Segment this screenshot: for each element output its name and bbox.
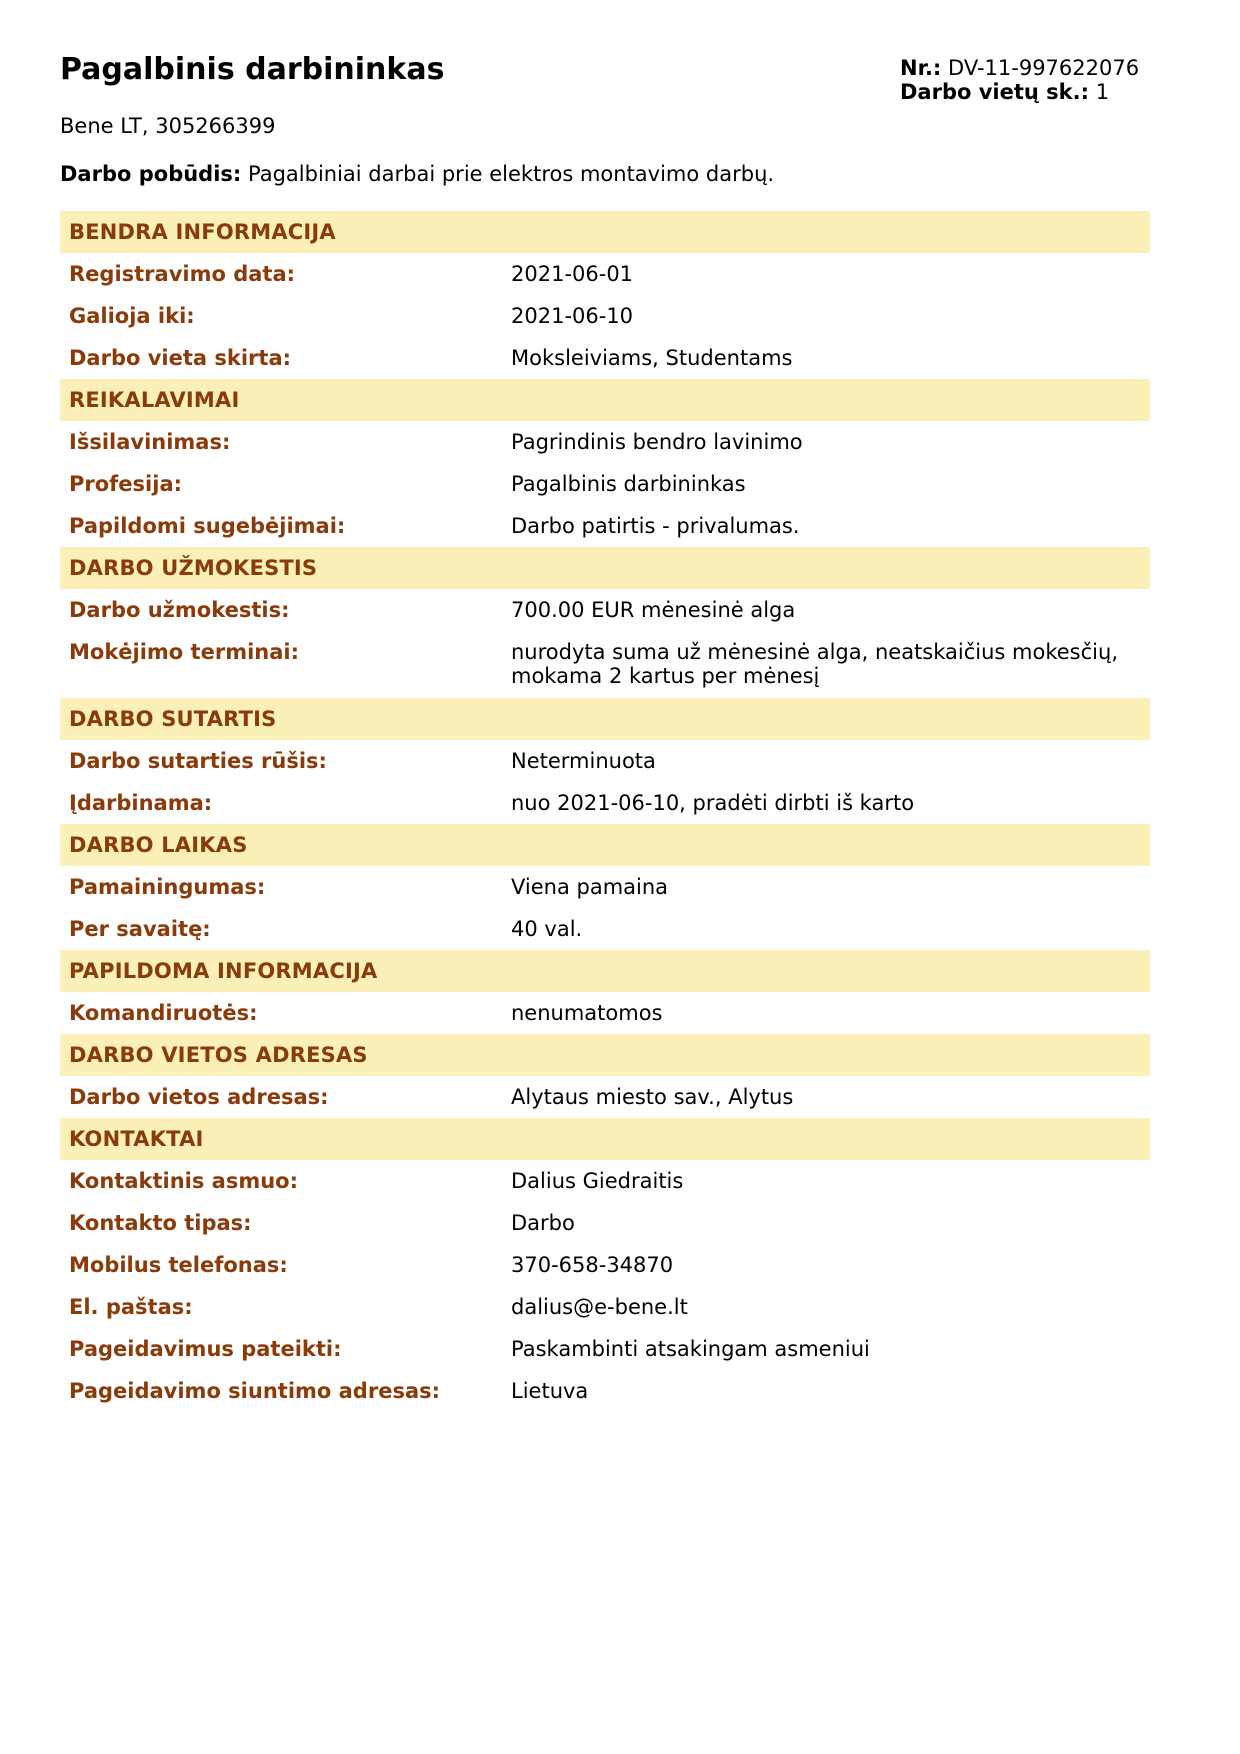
field-label: Pamainingumas: [69,875,266,899]
job-places-label: Darbo vietų sk.: [900,80,1089,104]
field-label: Mokėjimo terminai: [69,640,299,664]
field-label: El. paštas: [69,1295,193,1319]
field-label: Pageidavimus pateikti: [69,1337,342,1361]
job-nature [60,162,774,186]
table-row [60,631,1150,698]
field-label: Darbo vietos adresas: [69,1085,329,1109]
field-value: Pagrindinis bendro lavinimo [511,430,803,454]
table-row [60,337,1150,379]
posting-meta [900,56,1139,104]
section-header: DARBO LAIKAS [60,824,1150,866]
field-label: Mobilus telefonas: [69,1253,288,1277]
field-label: Papildomi sugebėjimai: [69,514,346,538]
job-nature-value: Pagalbiniai darbai prie elektros montavimo darbų. [248,162,775,186]
field-value: 40 val. [511,917,583,941]
field-label: Kontakto tipas: [69,1211,252,1235]
field-value: Dalius Giedraitis [511,1169,684,1193]
field-label: Galioja iki: [69,304,195,328]
table-row [60,1244,1150,1286]
table-row [60,908,1150,950]
section-header: BENDRA INFORMACIJA [60,211,1150,253]
table-row [60,421,1150,463]
table-row [60,1286,1150,1328]
field-label: Įdarbinama: [69,791,213,815]
field-value: Lietuva [511,1379,589,1403]
section-header: PAPILDOMA INFORMACIJA [60,950,1150,992]
section-header: DARBO VIETOS ADRESAS [60,1034,1150,1076]
field-value: 2021-06-10 [511,304,634,328]
field-value: Viena pamaina [511,875,669,899]
table-row [60,253,1150,295]
section-header: REIKALAVIMAI [60,379,1150,421]
table-row [60,866,1150,908]
table-row [60,505,1150,547]
field-value: Paskambinti atsakingam asmeniui [511,1337,870,1361]
field-label: Per savaitę: [69,917,211,941]
field-label: Registravimo data: [69,262,296,286]
table-row [60,1202,1150,1244]
field-value: Darbo [511,1211,575,1235]
field-value: nenumatomos [511,1001,663,1025]
field-value: 2021-06-01 [511,262,634,286]
section-header: KONTAKTAI [60,1118,1150,1160]
posting-number [900,56,1139,80]
field-value: Darbo patirtis - privalumas. [511,514,800,538]
field-value: Neterminuota [511,749,656,773]
posting-number-label: Nr.: [900,56,942,80]
table-row [60,1160,1150,1202]
job-nature-label: Darbo pobūdis: [60,162,242,186]
section-header: DARBO UŽMOKESTIS [60,547,1150,589]
field-value: Moksleiviams, Studentams [511,346,793,370]
table-row [60,782,1150,824]
field-value: 700.00 EUR mėnesinė alga [511,598,796,622]
field-value: Pagalbinis darbininkas [511,472,746,496]
field-label: Darbo sutarties rūšis: [69,749,327,773]
field-label: Komandiruotės: [69,1001,258,1025]
field-label: Išsilavinimas: [69,430,231,454]
table-row [60,463,1150,505]
job-title: Pagalbinis darbininkas [60,52,445,87]
table-row [60,740,1150,782]
field-value: 370-658-34870 [511,1253,674,1277]
field-label: Kontaktinis asmuo: [69,1169,298,1193]
field-value: nurodyta suma už mėnesinė alga, neatskaičius mokesčių, mokama 2 kartus per mėnesį [511,640,1118,688]
job-places-value: 1 [1095,80,1110,104]
table-row [60,1076,1150,1118]
field-label: Profesija: [69,472,183,496]
field-value: nuo 2021-06-10, pradėti dirbti iš karto [511,791,915,815]
field-label: Darbo vieta skirta: [69,346,292,370]
table-row [60,992,1150,1034]
posting-number-value: DV-11-997622076 [948,56,1140,80]
employer-name: Bene LT, 305266399 [60,114,276,138]
job-places-count [900,80,1139,104]
field-value: Alytaus miesto sav., Alytus [511,1085,794,1109]
field-label: Pageidavimo siuntimo adresas: [69,1379,441,1403]
table-row [60,1328,1150,1370]
table-row [60,589,1150,631]
field-value: dalius@e-bene.lt [511,1295,688,1319]
table-row [60,295,1150,337]
info-table [60,211,1150,1412]
field-label: Darbo užmokestis: [69,598,290,622]
table-row [60,1370,1150,1412]
section-header: DARBO SUTARTIS [60,698,1150,740]
